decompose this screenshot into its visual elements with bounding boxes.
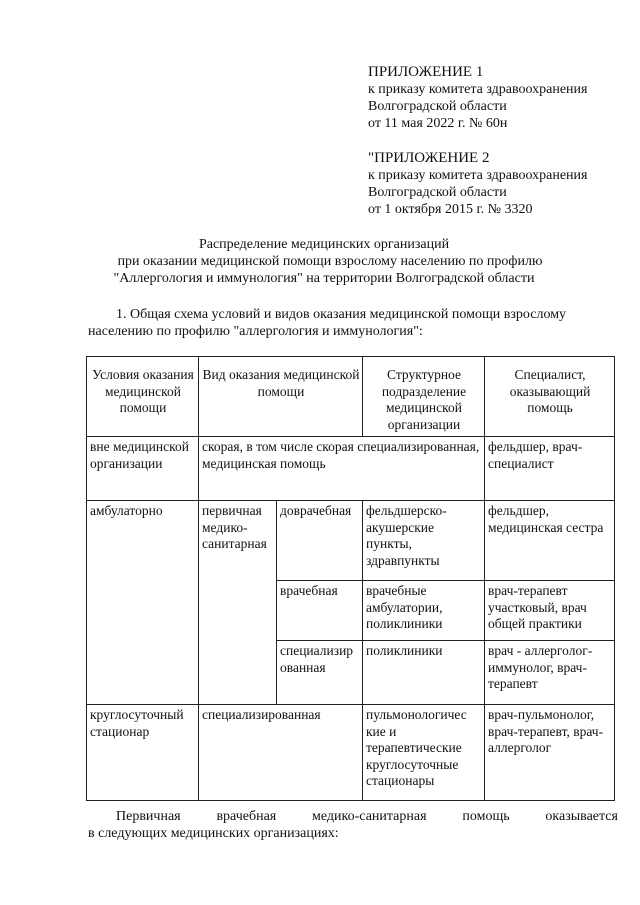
table-row	[87, 501, 615, 581]
annex-2-line: от 1 октября 2015 г. № 3320	[368, 202, 533, 217]
footer-word: Первичная	[116, 809, 181, 824]
cell-care-subtype: доврачебная	[277, 501, 363, 581]
document-subtitle-line: "Аллергология и иммунология" на территории Волгоградской области	[113, 271, 535, 286]
header-care-type: Вид оказания медицинской помощи	[199, 357, 363, 437]
table-row	[87, 437, 615, 501]
cell-specialist: врач - аллерголог-иммунолог, врач-терапевт	[485, 641, 615, 705]
annex-2-line: Волгоградской области	[368, 185, 507, 200]
footer-word: оказывается	[545, 809, 618, 824]
cell-structural-unit: поликлиники	[363, 641, 485, 705]
cell-condition: вне медицинской организации	[87, 437, 199, 501]
annex-2-title: "ПРИЛОЖЕНИЕ 2	[368, 150, 490, 166]
annex-1-line: Волгоградской области	[368, 99, 507, 114]
cell-structural-unit: фельдшерско-акушерские пункты, здравпункты	[363, 501, 485, 581]
annex-1-line: к приказу комитета здравоохранения	[368, 82, 588, 97]
cell-specialist: врач-пульмонолог, врач-терапевт, врач-аллерголог	[485, 705, 615, 801]
footer-paragraph	[88, 808, 618, 842]
footer-line	[88, 808, 618, 825]
footer-word: врачебная	[216, 809, 277, 824]
annex-1-line: от 11 мая 2022 г. № 60н	[368, 116, 508, 131]
cell-condition: круглосуточный стационар	[87, 705, 199, 801]
header-conditions: Условия оказания медицинской помощи	[87, 357, 199, 437]
footer-word: помощь	[462, 809, 510, 824]
annex-1-block	[368, 64, 628, 132]
cell-specialist: врач-терапевт участковый, врач общей практики	[485, 581, 615, 641]
annex-2-line: к приказу комитета здравоохранения	[368, 168, 588, 183]
cell-condition: амбулаторно	[87, 501, 199, 705]
document-title: Распределение медицинских организаций	[198, 237, 450, 252]
footer-line: в следующих медицинских организациях:	[88, 826, 339, 841]
cell-care-subtype: специализир ованная	[277, 641, 363, 705]
annex-1-title: ПРИЛОЖЕНИЕ 1	[368, 64, 484, 80]
header-specialist: Специалист, оказывающий помощь	[485, 357, 615, 437]
header-structural-unit: Структурное подразделение медицинской организации	[363, 357, 485, 437]
care-scheme-table	[86, 356, 615, 801]
section-1-line: населению по профилю "аллергология и иммунология":	[88, 324, 423, 339]
cell-care-type: скорая, в том числе скорая специализированная, медицинская помощь	[199, 437, 485, 501]
footer-word: медико-санитарная	[312, 809, 427, 824]
cell-structural-unit: врачебные амбулатории, поликлиники	[363, 581, 485, 641]
annex-2-block	[368, 150, 628, 218]
document-subtitle-line: при оказании медицинской помощи взрослому населению по профилю	[117, 254, 543, 269]
cell-care-type: специализированная	[199, 705, 363, 801]
section-1-line: 1. Общая схема условий и видов оказания медицинской помощи взрослому	[116, 307, 567, 322]
cell-specialist: фельдшер, врач-специалист	[485, 437, 615, 501]
cell-structural-unit: пульмонологичес кие и терапевтические круглосуточные стационары	[363, 705, 485, 801]
cell-care-subtype: врачебная	[277, 581, 363, 641]
table-row	[87, 705, 615, 801]
cell-care-type: первичная медико-санитарная	[199, 501, 277, 705]
cell-specialist: фельдшер, медицинская сестра	[485, 501, 615, 581]
table-header-row	[87, 357, 615, 437]
